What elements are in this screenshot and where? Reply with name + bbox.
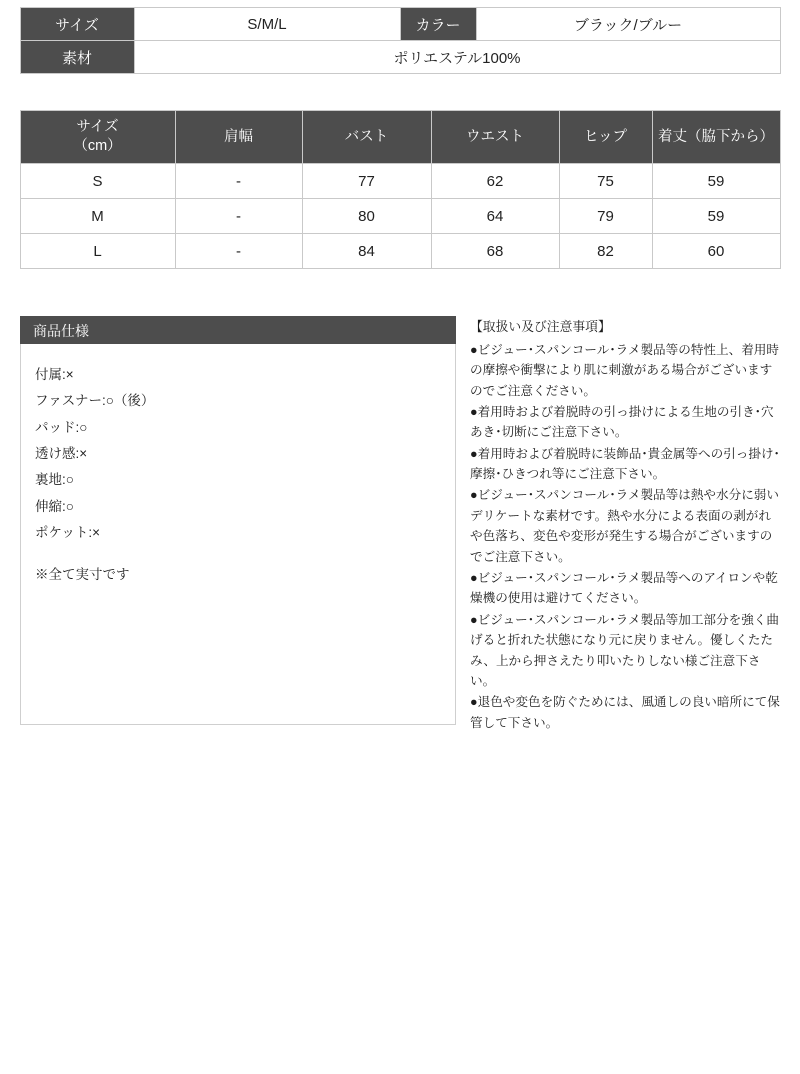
size-value: S/M/L (134, 8, 400, 41)
spec-line: 付属:× (35, 367, 74, 382)
cell-size: M (20, 199, 175, 234)
col-header-length: 着丈（脇下から） (652, 111, 780, 164)
col-header-size-line2: （cm） (73, 138, 122, 154)
col-header-hip: ヒップ (559, 111, 652, 164)
care-item: ●ビジュー･スパンコール･ラメ製品等は熱や水分に弱いデリケートな素材です。熱や水分による表面の剥がれや色落ち、変色や変形が発生する場合がございますのでご注意下さい。 (470, 488, 779, 564)
table-header-row (20, 111, 780, 164)
col-header-size-line1: サイズ (76, 119, 119, 136)
col-header-bust: バスト (302, 111, 431, 164)
care-title: 【取扱い及び注意事項】 (470, 319, 611, 334)
product-spec-page (0, 7, 800, 1074)
cell-size: L (20, 234, 175, 269)
measurement-table (20, 110, 781, 269)
spec-panel (20, 316, 456, 725)
spec-note: ※全て実寸です (35, 567, 130, 583)
spec-line: パッド:○ (35, 419, 88, 435)
cell-hip: 82 (559, 234, 652, 269)
bottom-section (20, 316, 780, 734)
material-label: 素材 (20, 41, 134, 74)
cell-bust: 84 (302, 234, 431, 269)
table-row (20, 234, 780, 269)
care-item: ●着用時および着脱時に装飾品･貴金属等への引っ掛け･摩擦･ひきつれ等にご注意下さい。 (470, 446, 780, 482)
color-value: ブラック/ブルー (476, 8, 780, 41)
cell-waist: 62 (431, 164, 559, 199)
spec-line: 透け感:× (35, 445, 88, 461)
cell-length: 59 (652, 199, 780, 234)
cell-hip: 79 (559, 199, 652, 234)
care-instructions (470, 316, 780, 734)
spec-line: ファスナー:○（後） (35, 393, 155, 409)
spec-panel-title: 商品仕様 (20, 316, 456, 344)
spec-line: 裏地:○ (35, 472, 74, 488)
cell-hip: 75 (559, 164, 652, 199)
cell-waist: 68 (431, 234, 559, 269)
cell-shoulder: - (175, 164, 302, 199)
cell-size: S (20, 164, 175, 199)
care-item: ●ビジュー･スパンコール･ラメ製品等へのアイロンや乾燥機の使用は避けてください。 (470, 571, 778, 606)
care-item: ●ビジュー･スパンコール･ラメ製品等の特性上、着用時の摩擦や衝撃により肌に刺激がある場合がございますのでご注意ください。 (470, 342, 779, 398)
col-header-waist: ウエスト (431, 111, 559, 164)
table-row (20, 199, 780, 234)
size-label: サイズ (20, 8, 134, 41)
product-summary-table (20, 7, 781, 74)
cell-shoulder: - (175, 199, 302, 234)
table-row (20, 41, 780, 74)
spec-line: ポケット:× (35, 524, 100, 540)
care-item: ●ビジュー･スパンコール･ラメ製品等加工部分を強く曲げると折れた状態になり元に戻りません。優しくたたみ、上から押さえたり叩いたりしない様ご注意下さい。 (470, 612, 779, 688)
col-header-shoulder: 肩幅 (175, 111, 302, 164)
col-header-size (20, 111, 175, 164)
cell-length: 59 (652, 164, 780, 199)
cell-bust: 80 (302, 199, 431, 234)
table-row (20, 164, 780, 199)
spec-panel-body (20, 344, 456, 725)
table-row (20, 8, 780, 41)
cell-bust: 77 (302, 164, 431, 199)
cell-waist: 64 (431, 199, 559, 234)
care-item: ●退色や変色を防ぐためには、風通しの良い暗所にて保管して下さい。 (470, 695, 780, 730)
care-item: ●着用時および着脱時の引っ掛けによる生地の引き･穴あき･切断にご注意下さい。 (470, 404, 774, 440)
cell-length: 60 (652, 234, 780, 269)
color-label: カラー (400, 8, 476, 41)
material-value: ポリエステル100% (134, 41, 780, 74)
cell-shoulder: - (175, 234, 302, 269)
spec-line: 伸縮:○ (35, 498, 74, 514)
